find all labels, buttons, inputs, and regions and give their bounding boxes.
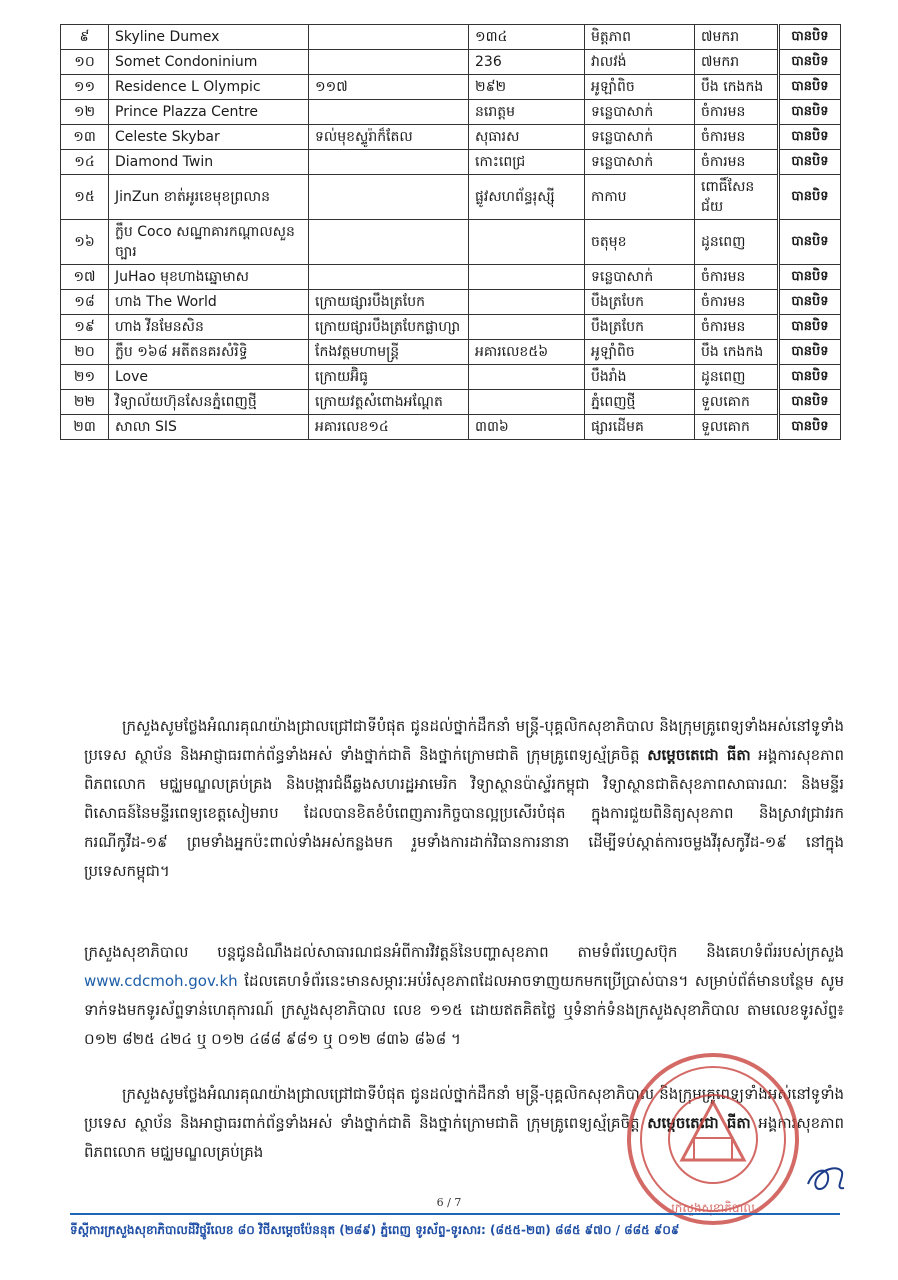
bold-organization-name: សម្តេចតេជោ ធីតា [647,1114,751,1132]
status-closed: បានបិទ [779,125,841,150]
table-row [61,25,841,50]
row-number: ១៨ [61,290,109,315]
landmark: ក្រោយផ្សារបឹងត្របែកផ្លាហ្សា [309,315,469,340]
commune: វាលវង់ [585,50,695,75]
status-closed: បានបិទ [779,100,841,125]
signature [804,1158,848,1198]
landmark [309,150,469,175]
street: ១៣៤ [469,25,585,50]
commune: ចតុមុខ [585,220,695,265]
status-closed: បានបិទ [779,365,841,390]
street: 236 [469,50,585,75]
landmark: ក្រោយអ៊ិធូ [309,365,469,390]
row-number: ២០ [61,340,109,365]
table-row [61,150,841,175]
district: ពោធិ៍សែន ជ័យ [695,175,779,220]
row-number: ១៦ [61,220,109,265]
place-name: ហាង វីនមែនសិន [109,315,309,340]
place-name: សាលា SIS [109,415,309,440]
street: សុធារស [469,125,585,150]
place-name: Skyline Dumex [109,25,309,50]
district: ចំការមន [695,315,779,340]
table-body [61,25,841,440]
place-name: JinZun ខាត់អូរខេមុខព្រលាន [109,175,309,220]
row-number: ២១ [61,365,109,390]
table-row [61,415,841,440]
row-number: ១១ [61,75,109,100]
landmark [309,25,469,50]
place-name: JuHao មុខហាងឆ្នោមាស [109,265,309,290]
street [469,220,585,265]
table-row [61,75,841,100]
commune: កាកាប [585,175,695,220]
district: ចំការមន [695,265,779,290]
place-name: Celeste Skybar [109,125,309,150]
place-name: ហាង The World [109,290,309,315]
status-closed: បានបិទ [779,265,841,290]
commune: ទន្លេបាសាក់ [585,265,695,290]
place-name: ក្លឹប Coco សណ្ឋាគារកណ្ដាលសួនច្បារ [109,220,309,265]
street [469,390,585,415]
status-closed: បានបិទ [779,340,841,365]
status-closed: បានបិទ [779,315,841,340]
commune: បឹងត្របែក [585,315,695,340]
landmark [309,175,469,220]
landmark: ក្រោយផ្សារបឹងត្របែក [309,290,469,315]
status-closed: បានបិទ [779,415,841,440]
footer-address: ទីស្តីការក្រសួងសុខាភិបាលដីវិថ្នូរីលេខ ៨០ វិថីសម្តេចប៉ែននុត (២៨៩) ភ្នំពេញ ទូរស័ព្ទ-ទូរសារ: (៨៥៥-២៣) ៨៨៥ ៩៧០ / ៨៨៥ ៩០៩ [70,1223,680,1237]
row-number: ១២ [61,100,109,125]
street [469,265,585,290]
page-number: 6 / 7 [436,1196,462,1209]
paragraph-text: ក្រសួងសូមថ្លែងអំណរគុណយ៉ាងជ្រាលជ្រៅជាទីបំផុត ជូនដល់ថ្នាក់ដឹកនាំ មន្ត្រី-បុគ្គលិកសុខាភិបាល និងក្រុមគ្រូពេទ្យទាំងអស់នៅទូទាំងប្រទេស ស្ថាប័ន និងអាជ្ញាធរពាក់ព័ន្ធទាំងអស់ ទាំងថ្នាក់ជាតិ និងថ្នាក់ក្រោមជាតិ ក្រុមគ្រូពេទ្យស្ម័គ្រចិត្ត [84,717,844,764]
paragraph-text: អង្គការសុខភាពពិភពលោក មជ្ឈមណ្ឌលគ្រប់គ្រង [84,1114,845,1161]
district: ៧មករា [695,50,779,75]
district: ចំការមន [695,100,779,125]
street: អគារលេខ៥៦ [469,340,585,365]
row-number: ១៥ [61,175,109,220]
commune: បឹងត្របែក [585,290,695,315]
table-row [61,125,841,150]
seal-text: ក្រសួងសុខាភិបាល [671,1201,755,1215]
closed-locations-table [60,24,841,440]
landmark [309,100,469,125]
landmark: កែងវត្តមហាមន្ត្រី [309,340,469,365]
street [469,365,585,390]
row-number: ១៣ [61,125,109,150]
landmark: ក្រោយវត្តសំពោងអណ្តែត [309,390,469,415]
street: ផ្លូវសហព័ន្ធរុស្ស៊ី [469,175,585,220]
table-row [61,220,841,265]
row-number: ៩ [61,25,109,50]
commune: អូឡាំពិច [585,340,695,365]
status-closed: បានបិទ [779,150,841,175]
row-number: ២៣ [61,415,109,440]
commune: មិត្តភាព [585,25,695,50]
row-number: ១៧ [61,265,109,290]
district: ចំការមន [695,290,779,315]
paragraph-text: ដែលគេហទំព័រនេះមានសម្ភារៈអប់រំសុខភាពដែលអាចទាញយកមកប្រើប្រាស់បាន។ សម្រាប់ព័ត៌មានបន្ថែម សូមទាក់ទងមកទូរស័ព្ទទាន់ហេតុការណ៍ ក្រសួងសុខាភិបាល លេខ ១១៥ ដោយឥតគិតថ្លៃ ឬទំនាក់ទំនងក្រសួងសុខាភិបាល តាមលេខទូរស័ព្ទ៖ ០១២ ៨២៥ ៤២៤ ឬ ០១២ ៤៨៨ ៩៨១ ឬ ០១២ ៨៣៦ ៨៦៨ ។ [84,972,844,1048]
acknowledgement-paragraph [84,712,844,886]
landmark [309,220,469,265]
street: កោះពេជ្រ [469,150,585,175]
status-closed: បានបិទ [779,175,841,220]
place-name: Love [109,365,309,390]
commune: ភ្នំពេញថ្មី [585,390,695,415]
place-name: Residence L Olympic [109,75,309,100]
place-name: Somet Condoninium [109,50,309,75]
street [469,290,585,315]
table-row [61,290,841,315]
paragraph-text: ក្រសួងសុខាភិបាល បន្តជូនដំណឹងដល់សាធារណជនអំពីការវិវត្តន៍នៃបញ្ហាសុខភាព តាមទំព័រហ្វេសប៊ុក និងគេហទំព័ររបស់ក្រសួង [84,943,844,961]
table-row [61,175,841,220]
landmark: អគារលេខ១៤ [309,415,469,440]
website-link[interactable]: www.cdcmoh.gov.kh [84,972,238,990]
place-name: Prince Plazza Centre [109,100,309,125]
status-closed: បានបិទ [779,220,841,265]
district: ទួលគោក [695,390,779,415]
commune: ផ្សារដើមគ [585,415,695,440]
landmark: ទល់មុខស្ទូរ៉ាក៏តែល [309,125,469,150]
status-closed: បានបិទ [779,25,841,50]
bold-organization-name: សម្តេចតេជោ ធីតា [647,746,751,764]
district: បឹង កេងកង [695,340,779,365]
street [469,315,585,340]
district: ទួលគោក [695,415,779,440]
street: នរោត្តម [469,100,585,125]
district: ៧មករា [695,25,779,50]
row-number: ១៤ [61,150,109,175]
street: ៣៣៦ [469,415,585,440]
district: ចំការមន [695,150,779,175]
landmark [309,265,469,290]
landmark [309,50,469,75]
table-row [61,365,841,390]
commune: អូឡាំពិច [585,75,695,100]
status-closed: បានបិទ [779,50,841,75]
status-closed: បានបិទ [779,390,841,415]
landmark: ១១៧ [309,75,469,100]
information-paragraph [84,938,844,1054]
status-closed: បានបិទ [779,290,841,315]
street: ២៩២ [469,75,585,100]
district: បឹង កេងកង [695,75,779,100]
district: ដូនពេញ [695,220,779,265]
row-number: ២២ [61,390,109,415]
footer-divider [70,1213,840,1215]
table-row [61,50,841,75]
place-name: វិទ្យាល័យហ៊ុនសែនភ្នំពេញថ្មី [109,390,309,415]
table-row [61,340,841,365]
status-closed: បានបិទ [779,75,841,100]
paragraph-text: អង្គការសុខភាពពិភពលោក មជ្ឈមណ្ឌលគ្រប់គ្រង និងបង្ការជំងឺឆ្លងសហរដ្ឋអាមេរិក វិទ្យាស្ថានប៉ាស្ទ័រកម្ពុជា វិទ្យាស្ថានជាតិសុខភាពសាធារណៈ និងមន្ទីរពិសោធន៍នៃមន្ទីរពេទ្យខេត្តសៀមរាប ដែលបានខិតខំបំពេញភារកិច្ចបានល្អប្រសើរបំផុត ក្នុងការជួយពិនិត្យសុខភាព និងស្រាវជ្រាវរកករណីកូវីដ-១៩ ព្រមទាំងអ្នកប៉ះពាល់ទាំងអស់កន្លងមក រួមទាំងការដាក់វិធានការនានា ដើម្បីទប់ស្កាត់ការចម្លងវីរុសកូវីដ-១៩ នៅក្នុងប្រទេសកម្ពុជា។ [84,746,845,880]
district: ដូនពេញ [695,365,779,390]
place-name: Diamond Twin [109,150,309,175]
table-row [61,265,841,290]
place-name: ក្លឹប ១៦៨ អតីតនគរសំរិទ្ធិ [109,340,309,365]
table-row [61,315,841,340]
row-number: ១៩ [61,315,109,340]
paragraph-text: ក្រសួងសូមថ្លែងអំណរគុណយ៉ាងជ្រាលជ្រៅជាទីបំផុត ជូនដល់ថ្នាក់ដឹកនាំ មន្ត្រី-បុគ្គលិកសុខាភិបាល និងក្រុមគ្រូពេទ្យទាំងអស់នៅទូទាំងប្រទេស ស្ថាប័ន និងអាជ្ញាធរពាក់ព័ន្ធទាំងអស់ ទាំងថ្នាក់ជាតិ និងថ្នាក់ក្រោមជាតិ ក្រុមគ្រូពេទ្យស្ម័គ្រចិត្ត [84,1085,844,1132]
commune: ទន្លេបាសាក់ [585,150,695,175]
commune: បឹងរាំង [585,365,695,390]
commune: ទន្លេបាសាក់ [585,100,695,125]
table-row [61,390,841,415]
commune: ទន្លេបាសាក់ [585,125,695,150]
table-row [61,100,841,125]
district: ចំការមន [695,125,779,150]
row-number: ១០ [61,50,109,75]
